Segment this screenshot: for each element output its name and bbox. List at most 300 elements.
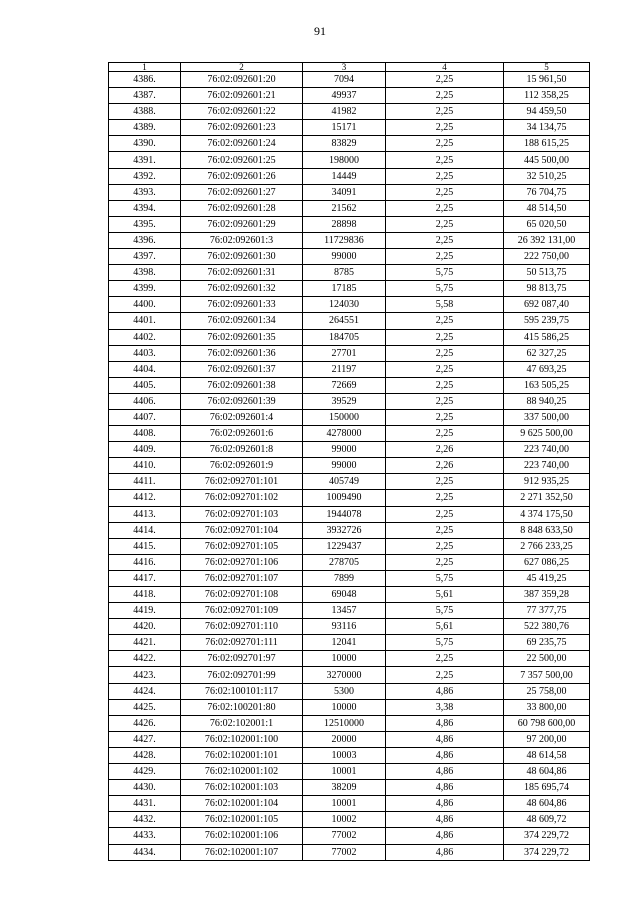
table-row <box>109 393 590 409</box>
table-cell: 1009490 <box>303 490 386 506</box>
table-cell: 97 200,00 <box>504 731 590 747</box>
table-cell: 692 087,40 <box>504 297 590 313</box>
table-cell: 4412. <box>109 490 181 506</box>
table-cell: 3270000 <box>303 667 386 683</box>
table-cell: 4,86 <box>386 683 504 699</box>
table-cell: 522 380,76 <box>504 619 590 635</box>
table-cell: 4393. <box>109 184 181 200</box>
table-cell: 2,25 <box>386 216 504 232</box>
table-cell: 198000 <box>303 152 386 168</box>
table-cell: 4395. <box>109 216 181 232</box>
table-cell: 4434. <box>109 844 181 860</box>
table-cell: 2,25 <box>386 490 504 506</box>
table-cell: 28898 <box>303 216 386 232</box>
table-row <box>109 442 590 458</box>
table-cell: 76:02:092701:97 <box>181 651 303 667</box>
column-header: 3 <box>303 63 386 72</box>
table-cell: 5,75 <box>386 570 504 586</box>
table-cell: 2,25 <box>386 313 504 329</box>
column-header: 2 <box>181 63 303 72</box>
table-row <box>109 651 590 667</box>
table-cell: 4403. <box>109 345 181 361</box>
column-header: 1 <box>109 63 181 72</box>
table-cell: 4386. <box>109 72 181 88</box>
table-cell: 76:02:092601:23 <box>181 120 303 136</box>
table-cell: 7094 <box>303 72 386 88</box>
table-cell: 76:02:092601:38 <box>181 377 303 393</box>
table-row <box>109 345 590 361</box>
table-row <box>109 152 590 168</box>
table-cell: 47 693,25 <box>504 361 590 377</box>
table-cell: 10000 <box>303 699 386 715</box>
table-row <box>109 458 590 474</box>
table-row <box>109 184 590 200</box>
table-cell: 4389. <box>109 120 181 136</box>
table-cell: 4411. <box>109 474 181 490</box>
table-cell: 76:02:092601:30 <box>181 249 303 265</box>
table-cell: 76:02:102001:100 <box>181 731 303 747</box>
table-cell: 5,58 <box>386 297 504 313</box>
table-cell: 76:02:102001:102 <box>181 764 303 780</box>
table-cell: 4415. <box>109 538 181 554</box>
table-cell: 76:02:092601:8 <box>181 442 303 458</box>
table-cell: 374 229,72 <box>504 828 590 844</box>
table-cell: 4,86 <box>386 780 504 796</box>
table-cell: 76:02:092701:110 <box>181 619 303 635</box>
table-cell: 4416. <box>109 554 181 570</box>
table-cell: 41982 <box>303 104 386 120</box>
table-cell: 49937 <box>303 88 386 104</box>
table-cell: 124030 <box>303 297 386 313</box>
table-cell: 10002 <box>303 812 386 828</box>
table-row <box>109 297 590 313</box>
table-cell: 62 327,25 <box>504 345 590 361</box>
table-row <box>109 216 590 232</box>
table-row <box>109 249 590 265</box>
table-row <box>109 506 590 522</box>
table-cell: 15 961,50 <box>504 72 590 88</box>
table-cell: 4388. <box>109 104 181 120</box>
table-cell: 4424. <box>109 683 181 699</box>
table-cell: 4425. <box>109 699 181 715</box>
table-cell: 163 505,25 <box>504 377 590 393</box>
table-cell: 5,61 <box>386 587 504 603</box>
table-row <box>109 168 590 184</box>
table-row <box>109 426 590 442</box>
table-cell: 4422. <box>109 651 181 667</box>
table-cell: 10003 <box>303 747 386 763</box>
table-cell: 2,25 <box>386 651 504 667</box>
table-cell: 76:02:092701:106 <box>181 554 303 570</box>
table-cell: 4410. <box>109 458 181 474</box>
table-cell: 76:02:092601:22 <box>181 104 303 120</box>
table-cell: 12510000 <box>303 715 386 731</box>
table-cell: 415 586,25 <box>504 329 590 345</box>
table-cell: 2,25 <box>386 506 504 522</box>
table-cell: 21197 <box>303 361 386 377</box>
table-cell: 405749 <box>303 474 386 490</box>
table-cell: 4390. <box>109 136 181 152</box>
table-cell: 15171 <box>303 120 386 136</box>
table-row <box>109 200 590 216</box>
table-row <box>109 88 590 104</box>
table-cell: 76:02:092701:108 <box>181 587 303 603</box>
table-cell: 4406. <box>109 393 181 409</box>
table-row <box>109 377 590 393</box>
table-cell: 76:02:102001:103 <box>181 780 303 796</box>
table-cell: 4398. <box>109 265 181 281</box>
table-row <box>109 409 590 425</box>
table-cell: 99000 <box>303 458 386 474</box>
table-row <box>109 313 590 329</box>
table-cell: 2,25 <box>386 377 504 393</box>
table-row <box>109 490 590 506</box>
table-cell: 65 020,50 <box>504 216 590 232</box>
table-cell: 76:02:092701:104 <box>181 522 303 538</box>
table-cell: 2 766 233,25 <box>504 538 590 554</box>
table-cell: 4394. <box>109 200 181 216</box>
table-cell: 4391. <box>109 152 181 168</box>
table-cell: 14449 <box>303 168 386 184</box>
table-cell: 39529 <box>303 393 386 409</box>
table-cell: 4414. <box>109 522 181 538</box>
table-cell: 76:02:092601:20 <box>181 72 303 88</box>
table-cell: 264551 <box>303 313 386 329</box>
table-cell: 76:02:092701:109 <box>181 603 303 619</box>
table-cell: 595 239,75 <box>504 313 590 329</box>
table-cell: 69 235,75 <box>504 635 590 651</box>
table-cell: 223 740,00 <box>504 458 590 474</box>
table-cell: 72669 <box>303 377 386 393</box>
table-cell: 4418. <box>109 587 181 603</box>
table-cell: 76:02:100201:80 <box>181 699 303 715</box>
table-cell: 4 374 175,50 <box>504 506 590 522</box>
table-cell: 4278000 <box>303 426 386 442</box>
table-cell: 38209 <box>303 780 386 796</box>
table-cell: 4423. <box>109 667 181 683</box>
table-row <box>109 554 590 570</box>
table-cell: 4396. <box>109 232 181 248</box>
table-cell: 4405. <box>109 377 181 393</box>
table-cell: 7899 <box>303 570 386 586</box>
table-cell: 17185 <box>303 281 386 297</box>
table-cell: 2,26 <box>386 442 504 458</box>
table-cell: 50 513,75 <box>504 265 590 281</box>
table-cell: 4429. <box>109 764 181 780</box>
table-cell: 25 758,00 <box>504 683 590 699</box>
table-cell: 4408. <box>109 426 181 442</box>
table-cell: 10001 <box>303 796 386 812</box>
table-cell: 76:02:092701:102 <box>181 490 303 506</box>
table-cell: 98 813,75 <box>504 281 590 297</box>
table-cell: 76:02:092601:31 <box>181 265 303 281</box>
table-cell: 76:02:092601:25 <box>181 152 303 168</box>
table-cell: 10000 <box>303 651 386 667</box>
table-cell: 4407. <box>109 409 181 425</box>
table-row <box>109 828 590 844</box>
table-cell: 4420. <box>109 619 181 635</box>
table-cell: 184705 <box>303 329 386 345</box>
table-cell: 10001 <box>303 764 386 780</box>
table-cell: 4400. <box>109 297 181 313</box>
table-cell: 99000 <box>303 249 386 265</box>
table-cell: 27701 <box>303 345 386 361</box>
table-row <box>109 232 590 248</box>
table-cell: 223 740,00 <box>504 442 590 458</box>
table-row <box>109 603 590 619</box>
table-cell: 4421. <box>109 635 181 651</box>
table-cell: 3932726 <box>303 522 386 538</box>
table-cell: 76:02:102001:101 <box>181 747 303 763</box>
table-cell: 76:02:092701:101 <box>181 474 303 490</box>
table-cell: 2,25 <box>386 104 504 120</box>
table-row <box>109 780 590 796</box>
table-cell: 4,86 <box>386 747 504 763</box>
table-row <box>109 120 590 136</box>
table-cell: 77 377,75 <box>504 603 590 619</box>
table-cell: 76:02:102001:107 <box>181 844 303 860</box>
table-cell: 76:02:092601:36 <box>181 345 303 361</box>
table-cell: 627 086,25 <box>504 554 590 570</box>
table-cell: 4430. <box>109 780 181 796</box>
table-cell: 76:02:092701:103 <box>181 506 303 522</box>
table-cell: 278705 <box>303 554 386 570</box>
table-cell: 2,25 <box>386 152 504 168</box>
table-cell: 2,25 <box>386 409 504 425</box>
table-row <box>109 764 590 780</box>
table-cell: 94 459,50 <box>504 104 590 120</box>
table-cell: 2,25 <box>386 329 504 345</box>
table-row <box>109 812 590 828</box>
table-cell: 2,25 <box>386 538 504 554</box>
table-cell: 34091 <box>303 184 386 200</box>
table-cell: 4433. <box>109 828 181 844</box>
table-cell: 48 614,58 <box>504 747 590 763</box>
table-row <box>109 587 590 603</box>
table-row <box>109 570 590 586</box>
table-row <box>109 104 590 120</box>
table-cell: 2,25 <box>386 667 504 683</box>
table-cell: 387 359,28 <box>504 587 590 603</box>
table-cell: 20000 <box>303 731 386 747</box>
table-cell: 2,25 <box>386 554 504 570</box>
table-cell: 2,25 <box>386 136 504 152</box>
table-cell: 76:02:092701:105 <box>181 538 303 554</box>
table-cell: 77002 <box>303 828 386 844</box>
column-header: 4 <box>386 63 504 72</box>
table-cell: 5300 <box>303 683 386 699</box>
table-cell: 4,86 <box>386 828 504 844</box>
table-row <box>109 683 590 699</box>
table-row <box>109 619 590 635</box>
table-cell: 4428. <box>109 747 181 763</box>
table-cell: 13457 <box>303 603 386 619</box>
table-cell: 12041 <box>303 635 386 651</box>
table-cell: 2,25 <box>386 249 504 265</box>
table-cell: 4432. <box>109 812 181 828</box>
table-cell: 48 604,86 <box>504 764 590 780</box>
table-cell: 4417. <box>109 570 181 586</box>
table-cell: 188 615,25 <box>504 136 590 152</box>
table-cell: 26 392 131,00 <box>504 232 590 248</box>
table-cell: 4,86 <box>386 796 504 812</box>
column-header: 5 <box>504 63 590 72</box>
table-cell: 76:02:092601:37 <box>181 361 303 377</box>
table-cell: 2,25 <box>386 184 504 200</box>
table-row <box>109 699 590 715</box>
table-cell: 21562 <box>303 200 386 216</box>
table-cell: 912 935,25 <box>504 474 590 490</box>
table-row <box>109 281 590 297</box>
table-cell: 2,25 <box>386 522 504 538</box>
table-row <box>109 522 590 538</box>
table-cell: 76:02:092601:39 <box>181 393 303 409</box>
table-cell: 4402. <box>109 329 181 345</box>
table-cell: 4397. <box>109 249 181 265</box>
table-cell: 2,25 <box>386 393 504 409</box>
table-cell: 8 848 633,50 <box>504 522 590 538</box>
table-row <box>109 667 590 683</box>
table-row <box>109 329 590 345</box>
table-cell: 2,25 <box>386 168 504 184</box>
table-cell: 5,75 <box>386 635 504 651</box>
table-row <box>109 265 590 281</box>
table-cell: 76:02:092701:99 <box>181 667 303 683</box>
table-cell: 337 500,00 <box>504 409 590 425</box>
table-cell: 4399. <box>109 281 181 297</box>
header-row <box>109 63 590 72</box>
table-cell: 32 510,25 <box>504 168 590 184</box>
table-cell: 76:02:100101:117 <box>181 683 303 699</box>
table-cell: 4,86 <box>386 731 504 747</box>
table-cell: 4401. <box>109 313 181 329</box>
table-cell: 2,25 <box>386 232 504 248</box>
table-cell: 112 358,25 <box>504 88 590 104</box>
table-cell: 88 940,25 <box>504 393 590 409</box>
table-cell: 4,86 <box>386 764 504 780</box>
table-cell: 22 500,00 <box>504 651 590 667</box>
table-cell: 77002 <box>303 844 386 860</box>
table-cell: 2,25 <box>386 72 504 88</box>
table-cell: 76:02:092601:3 <box>181 232 303 248</box>
table-body <box>109 72 590 861</box>
table-cell: 3,38 <box>386 699 504 715</box>
table-cell: 76:02:092701:107 <box>181 570 303 586</box>
table-cell: 76:02:092601:4 <box>181 409 303 425</box>
table-cell: 2,25 <box>386 88 504 104</box>
table-cell: 4409. <box>109 442 181 458</box>
table-cell: 2,25 <box>386 120 504 136</box>
cadastral-table <box>108 62 590 861</box>
table-row <box>109 731 590 747</box>
table-cell: 4387. <box>109 88 181 104</box>
table-cell: 2,26 <box>386 458 504 474</box>
table-cell: 4431. <box>109 796 181 812</box>
table-cell: 5,61 <box>386 619 504 635</box>
table-cell: 4426. <box>109 715 181 731</box>
table-cell: 5,75 <box>386 265 504 281</box>
table-cell: 222 750,00 <box>504 249 590 265</box>
table-cell: 4392. <box>109 168 181 184</box>
table-cell: 48 609,72 <box>504 812 590 828</box>
table-cell: 2,25 <box>386 426 504 442</box>
table-cell: 185 695,74 <box>504 780 590 796</box>
table-row <box>109 635 590 651</box>
table-cell: 76 704,75 <box>504 184 590 200</box>
table-cell: 76:02:092601:32 <box>181 281 303 297</box>
table-cell: 76:02:092601:33 <box>181 297 303 313</box>
table-cell: 4413. <box>109 506 181 522</box>
table-cell: 69048 <box>303 587 386 603</box>
table-cell: 76:02:092601:34 <box>181 313 303 329</box>
table-cell: 4427. <box>109 731 181 747</box>
table-cell: 4404. <box>109 361 181 377</box>
table-cell: 150000 <box>303 409 386 425</box>
table-cell: 2,25 <box>386 345 504 361</box>
table-cell: 9 625 500,00 <box>504 426 590 442</box>
table-cell: 2,25 <box>386 200 504 216</box>
table-cell: 34 134,75 <box>504 120 590 136</box>
table-cell: 5,75 <box>386 281 504 297</box>
table-row <box>109 136 590 152</box>
table-cell: 11729836 <box>303 232 386 248</box>
table-row <box>109 361 590 377</box>
table-row <box>109 474 590 490</box>
table-cell: 76:02:092601:6 <box>181 426 303 442</box>
table-cell: 8785 <box>303 265 386 281</box>
table-cell: 1229437 <box>303 538 386 554</box>
table-cell: 76:02:092601:29 <box>181 216 303 232</box>
table-row <box>109 72 590 88</box>
table-cell: 374 229,72 <box>504 844 590 860</box>
table-cell: 76:02:092601:24 <box>181 136 303 152</box>
table-cell: 76:02:092601:27 <box>181 184 303 200</box>
table-cell: 76:02:092601:26 <box>181 168 303 184</box>
table-cell: 33 800,00 <box>504 699 590 715</box>
table-cell: 76:02:102001:104 <box>181 796 303 812</box>
table-row <box>109 538 590 554</box>
table-cell: 4419. <box>109 603 181 619</box>
table-cell: 2 271 352,50 <box>504 490 590 506</box>
table-cell: 2,25 <box>386 474 504 490</box>
table-cell: 4,86 <box>386 844 504 860</box>
table-row <box>109 747 590 763</box>
table-row <box>109 715 590 731</box>
table-cell: 7 357 500,00 <box>504 667 590 683</box>
table-cell: 83829 <box>303 136 386 152</box>
table-cell: 93116 <box>303 619 386 635</box>
page-number: 91 <box>314 24 326 38</box>
table-row <box>109 796 590 812</box>
table-cell: 60 798 600,00 <box>504 715 590 731</box>
table-cell: 76:02:092601:28 <box>181 200 303 216</box>
table-cell: 48 514,50 <box>504 200 590 216</box>
table-cell: 4,86 <box>386 812 504 828</box>
table-cell: 48 604,86 <box>504 796 590 812</box>
table-cell: 5,75 <box>386 603 504 619</box>
table-cell: 445 500,00 <box>504 152 590 168</box>
table-cell: 76:02:102001:106 <box>181 828 303 844</box>
table-cell: 76:02:102001:1 <box>181 715 303 731</box>
table-cell: 76:02:092601:21 <box>181 88 303 104</box>
table-cell: 2,25 <box>386 361 504 377</box>
table-row <box>109 844 590 860</box>
table-cell: 76:02:092601:9 <box>181 458 303 474</box>
table-cell: 1944078 <box>303 506 386 522</box>
table-cell: 76:02:102001:105 <box>181 812 303 828</box>
table-cell: 99000 <box>303 442 386 458</box>
table-cell: 76:02:092701:111 <box>181 635 303 651</box>
